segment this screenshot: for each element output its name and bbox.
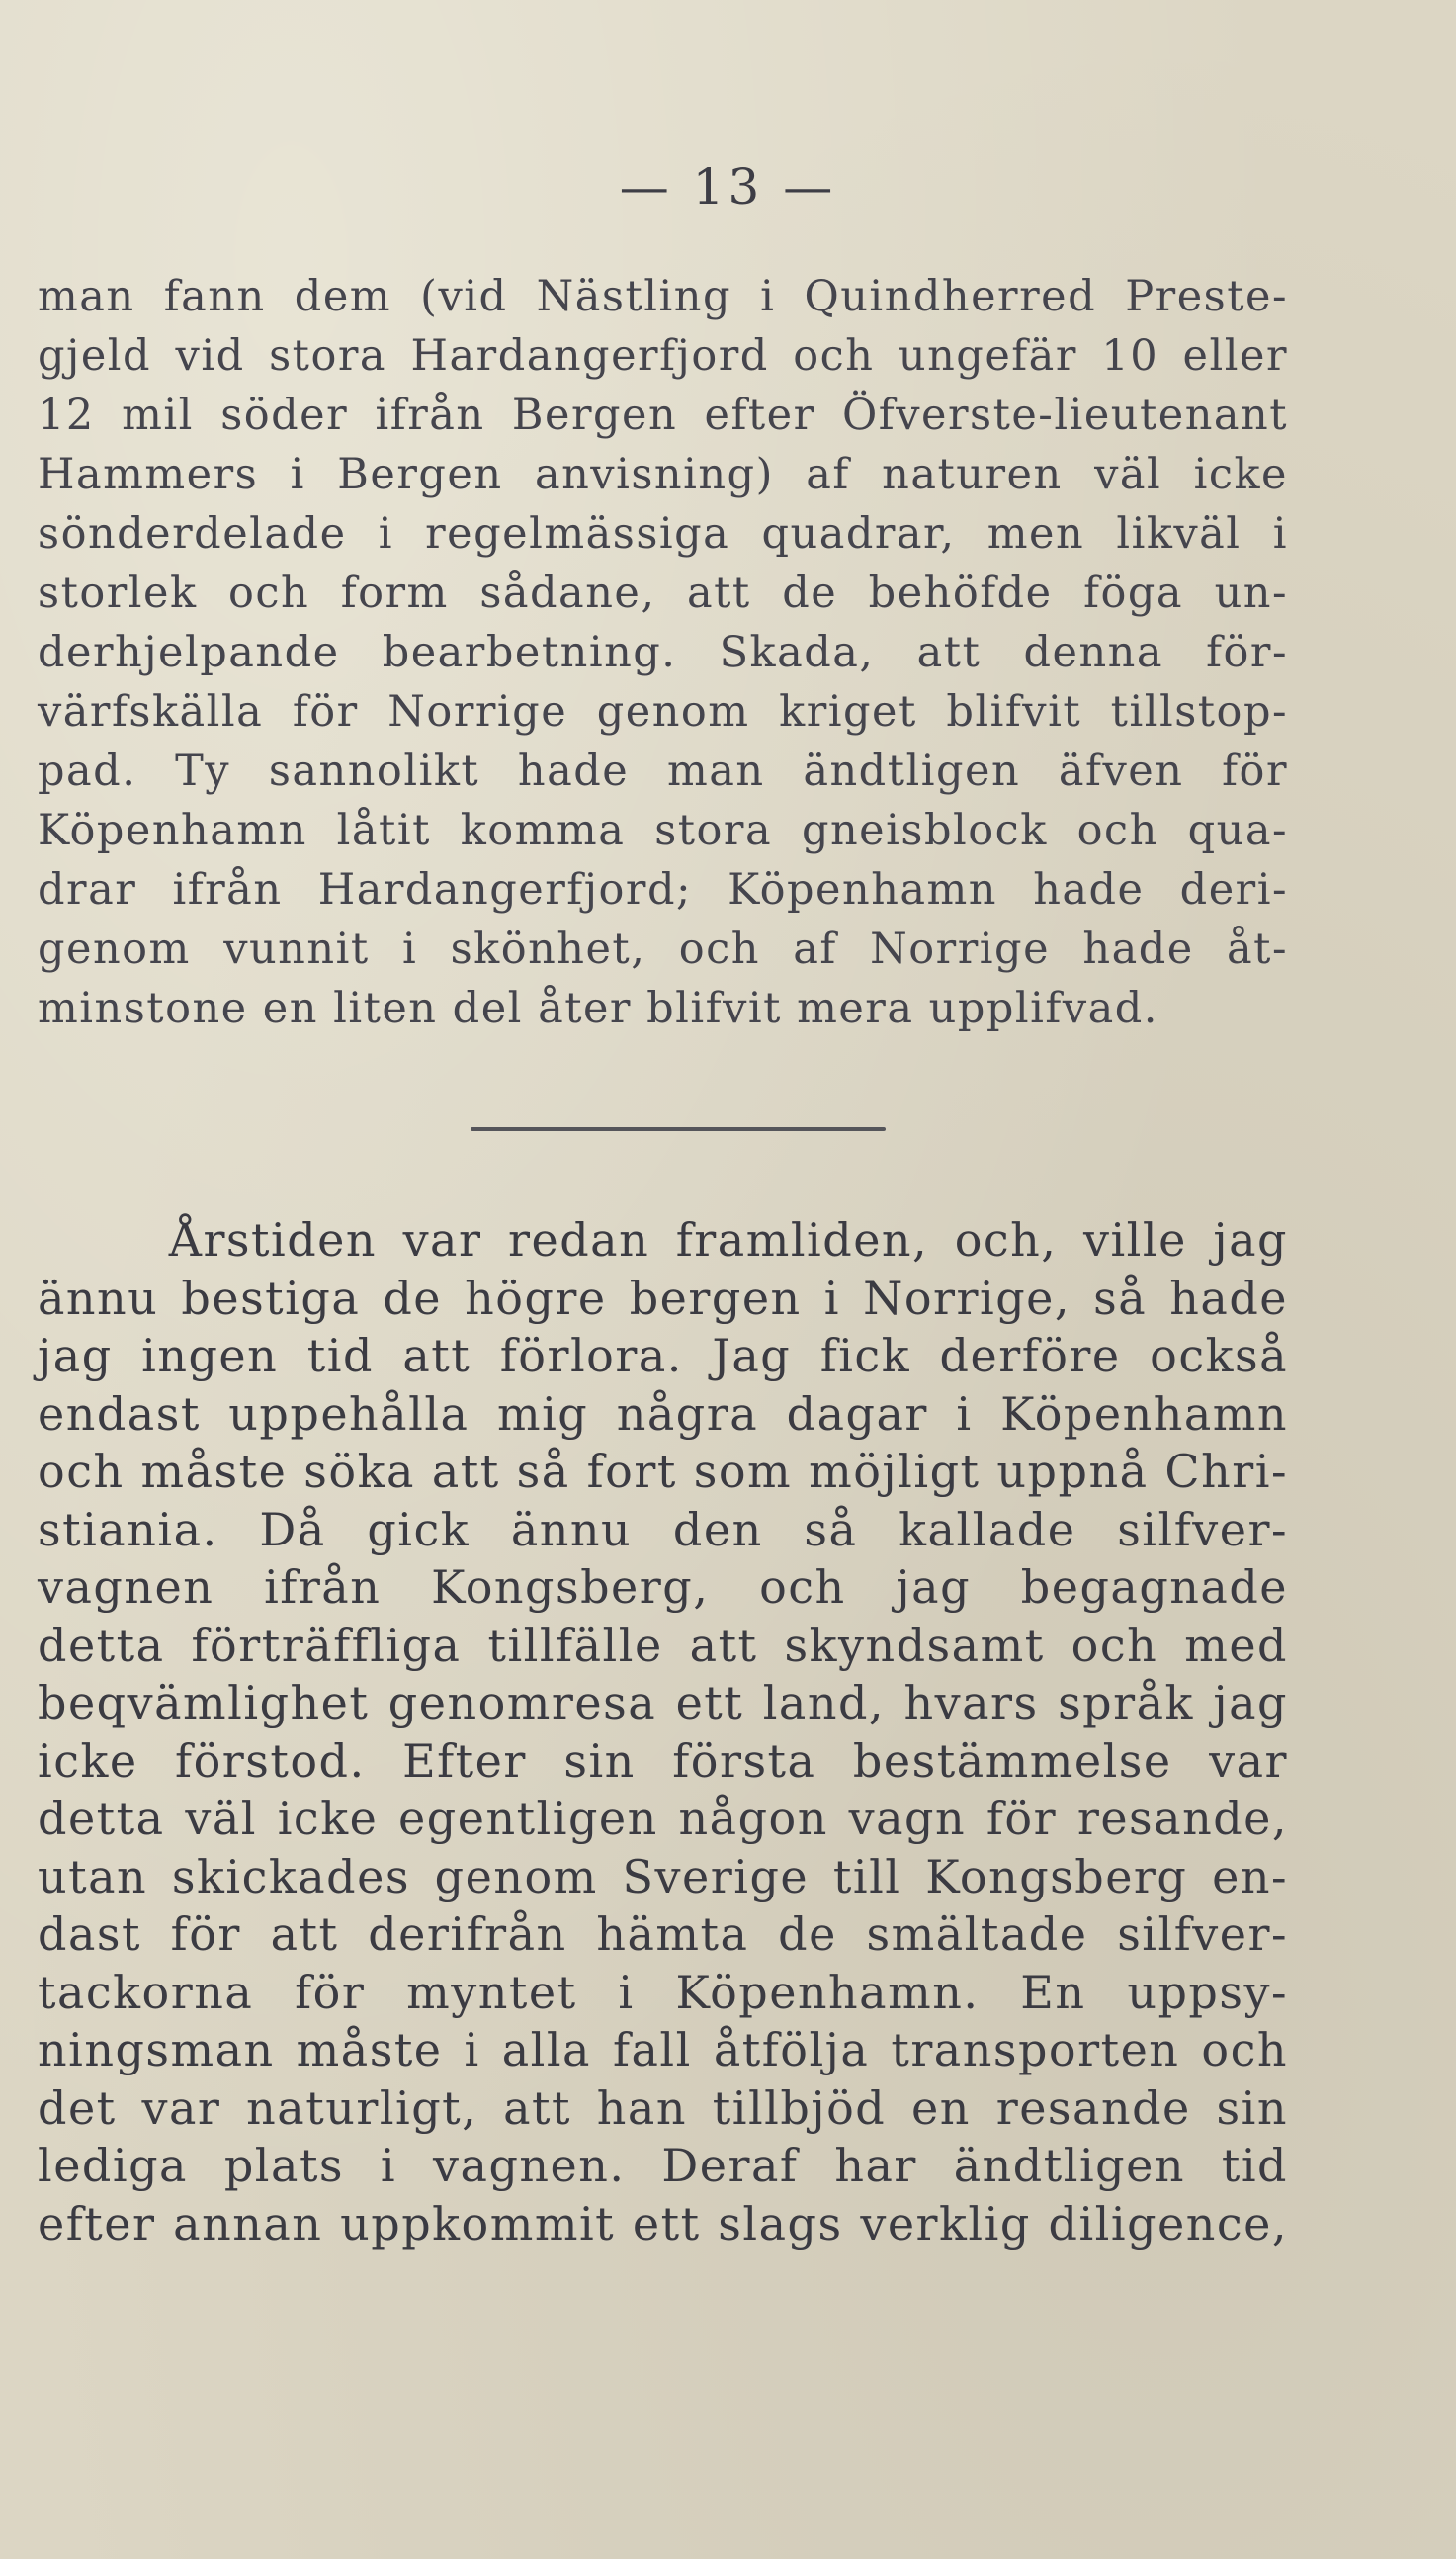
text-line: tackorna för myntet i Köpenhamn. En uppsy-	[38, 1965, 1288, 2019]
text-line: sönderdelade i regelmässiga quadrar, men likväl i	[38, 509, 1288, 559]
text-line: ningsman måste i alla fall åtfölja transporten och	[38, 2023, 1288, 2076]
text-line: icke förstod. Efter sin första bestämmelse var	[38, 1733, 1288, 1788]
text-line: dast för att derifrån hämta de smältade silfver-	[38, 1907, 1288, 1961]
text-line: och måste söka att så fort som möjligt uppnå Chri-	[38, 1445, 1288, 1498]
text-line: beqvämlighet genomresa ett land, hvars språk jag	[38, 1676, 1288, 1729]
paragraph-1	[38, 267, 1288, 1038]
text-line: genom vunnit i skönhet, och af Norrige hade åt-	[38, 925, 1288, 974]
text-line: Hammers i Bergen anvisning) af naturen väl icke	[38, 450, 1288, 499]
text-line: gjeld vid stora Hardangerfjord och ungefär 10 eller	[38, 331, 1288, 381]
text-line: efter annan uppkommit ett slags verklig diligence,	[38, 2196, 1288, 2250]
paragraph-2	[38, 1211, 1288, 2252]
text-line: stiania. Då gick ännu den så kallade silfver-	[38, 1502, 1288, 1556]
text-line: jag ingen tid att förlora. Jag fick derföre också	[38, 1329, 1288, 1382]
page-number: — 13 —	[619, 158, 837, 216]
text-line: 12 mil söder ifrån Bergen efter Öfverste-lieutenant	[38, 391, 1288, 440]
text-line: drar ifrån Hardangerfjord; Köpenhamn hade deri-	[38, 865, 1288, 915]
text-line: Köpenhamn låtit komma stora gneisblock och qua-	[38, 806, 1288, 855]
text-line: pad. Ty sannolikt hade man ändtligen äfven för	[38, 747, 1288, 796]
text-line: minstone en liten del åter blifvit mera upplifvad.	[38, 984, 1158, 1033]
text-line: detta väl icke egentligen någon vagn för resande,	[38, 1792, 1288, 1845]
text-line: man fann dem (vid Nästling i Quindherred Preste-	[38, 272, 1288, 321]
text-line: Årstiden var redan framliden, och, ville jag	[38, 1213, 1288, 1267]
text-line: lediga plats i vagnen. Deraf har ändtligen tid	[38, 2139, 1288, 2192]
text-line: storlek och form sådane, att de behöfde föga un-	[38, 569, 1288, 618]
text-line: ännu bestiga de högre bergen i Norrige, så hade	[38, 1271, 1288, 1325]
text-line: värfskälla för Norrige genom kriget blifvit tillstop-	[38, 687, 1288, 737]
section-divider	[471, 1127, 886, 1131]
text-line: detta förträffliga tillfälle att skyndsamt och med	[38, 1618, 1288, 1672]
text-line: vagnen ifrån Kongsberg, och jag begagnade	[38, 1560, 1288, 1614]
text-line: endast uppehålla mig några dagar i Köpenhamn	[38, 1386, 1288, 1441]
text-line: derhjelpande bearbetning. Skada, att denna för-	[38, 628, 1288, 677]
text-line: utan skickades genom Sverige till Kongsberg en-	[38, 1849, 1288, 1903]
text-line: det var naturligt, att han tillbjöd en resande sin	[38, 2080, 1288, 2135]
